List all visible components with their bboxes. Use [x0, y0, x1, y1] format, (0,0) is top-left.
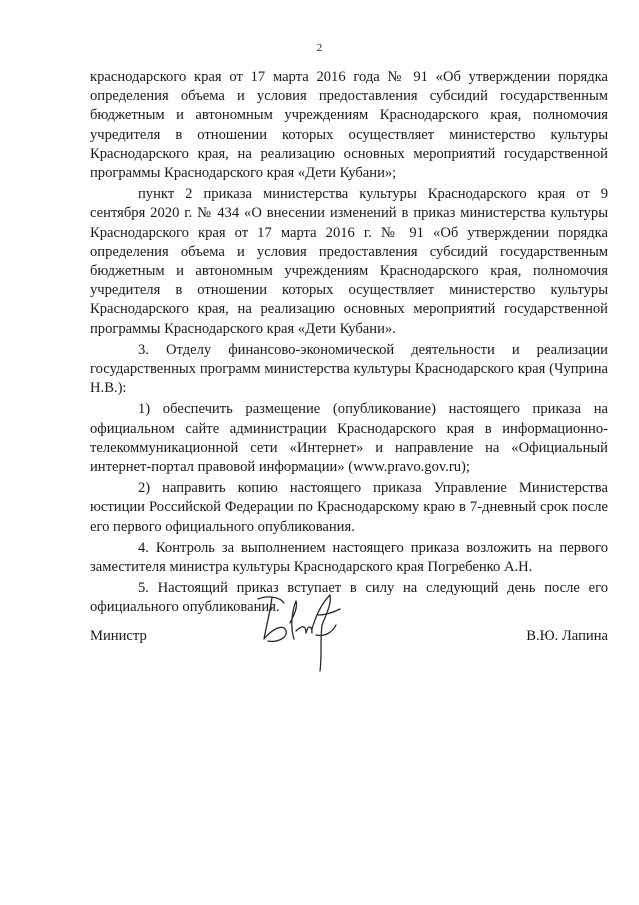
- paragraph-section-5: 5. Настоящий приказ вступает в силу на следующий день после его официального опубликования.: [90, 580, 608, 616]
- document-body: [90, 68, 608, 620]
- paragraph-section-3: 3. Отделу финансово-экономической деятельности и реализации государственных программ министерства культуры Краснодарского края (Чуприна Н.В.):: [90, 341, 608, 397]
- paragraph-section-4: 4. Контроль за выполнением настоящего приказа возложить на первого заместителя министра культуры Краснодарского края Погребенко А.Н.: [90, 539, 608, 576]
- page-number: 2: [316, 42, 323, 54]
- signatory-position: Министр: [90, 628, 147, 644]
- paragraph-item-2: пункт 2 приказа министерства культуры Краснодарского края от 9 сентября 2020 г. № 434 «О внесении изменений в приказ министерства культуры Краснодарского края от 17 марта 2016 г. № 91 «Об утверждении порядка определения объема и условия предоставления субсидий государственным бюджетным и автономным учреждениям Краснодарского края, полномочия учредителя в отношении которых осуществляет министерство культуры Краснодарского края, на реализацию основных мероприятий государственной программы Краснодарского края «Дети Кубани».: [90, 186, 608, 337]
- paragraph-subitem-1: 1) обеспечить размещение (опубликование) настоящего приказа на официальном сайте администрации Краснодарского края в информационно-телекоммуникационной сети «Интернет» и направление на «Официальный интернет-портал правовой информации» (www.pravo.gov.ru);: [90, 401, 608, 476]
- paragraph-continuation: краснодарского края от 17 марта 2016 года № 91 «Об утверждении порядка определения объема и условия предоставления субсидий государственным бюджетным и автономным учреждениям Краснодарского края, полномочия учредителя в отношении которых осуществляет министерство культуры Краснодарского края, на реализацию основных мероприятий государственной программы Краснодарского края «Дети Кубани»;: [90, 69, 608, 182]
- signature-block: [90, 628, 608, 648]
- paragraph-subitem-2: 2) направить копию настоящего приказа Управление Министерства юстиции Российской Федерации по Краснодарскому краю в 7-дневный срок после его первого официального опубликования.: [90, 480, 608, 535]
- signatory-name: В.Ю. Лапина: [526, 628, 608, 644]
